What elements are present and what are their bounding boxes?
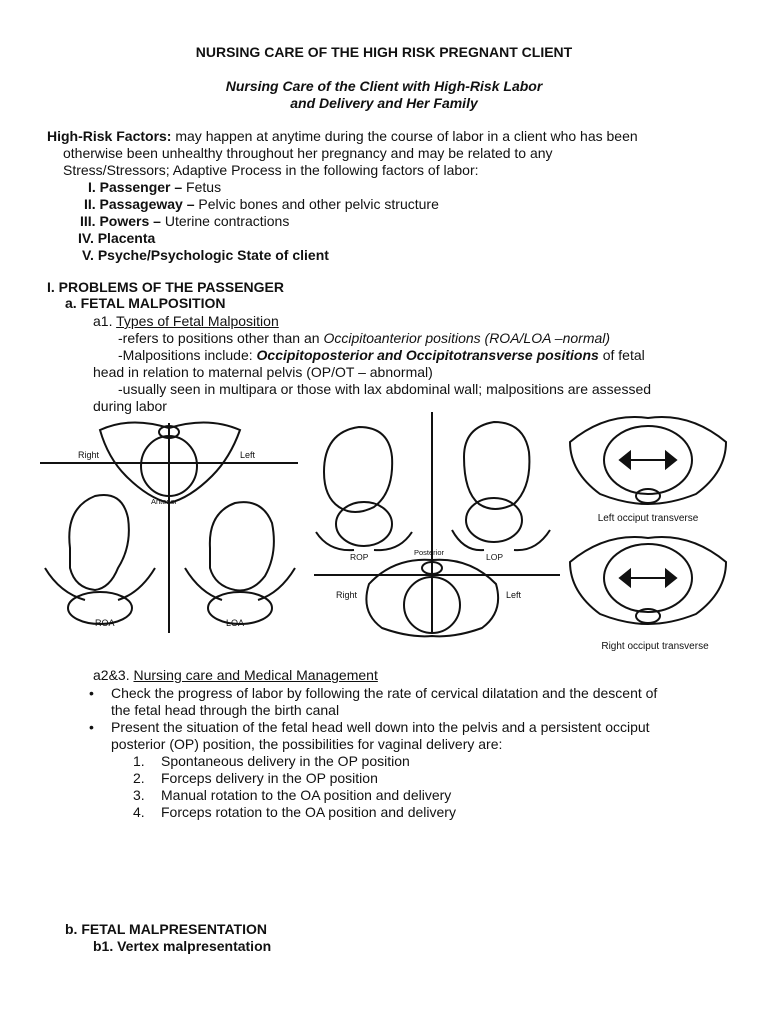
subtitle-line-1: Nursing Care of the Client with High-Risk Labor (225, 78, 543, 94)
factor-label: III. Powers – (80, 213, 161, 229)
factor-label: IV. Placenta (78, 230, 156, 246)
rot-pelvis-outline (570, 537, 726, 624)
document-title: NURSING CARE OF THE HIGH RISK PREGNANT CLIENT (195, 44, 573, 60)
malposition-line-4: -usually seen in multipara or those with lax abdominal wall; malpositions are assessed (118, 381, 652, 397)
rop-fetus-body (324, 427, 392, 512)
a23-title: Nursing care and Medical Management (133, 667, 378, 683)
fig2-left-label: Left (506, 590, 522, 600)
malposition-line-2 (118, 347, 645, 364)
risk-paragraph-line-3: Stress/Stressors; Adaptive Process in the following factors of labor: (63, 162, 479, 178)
option-3 (133, 787, 452, 804)
text-run: -Malpositions include: (118, 347, 257, 363)
option-text: Spontaneous delivery in the OP position (161, 753, 410, 769)
figure-rop-lop (314, 412, 560, 638)
fig2-posterior-label: Posterior (414, 548, 445, 557)
section-1a-heading: a. FETAL MALPOSITION (65, 295, 226, 311)
factor-powers (80, 213, 289, 230)
risk-text-1: may happen at anytime during the course of labor in a client who has been (171, 128, 638, 144)
text-run: of fetal (598, 347, 645, 363)
option-2 (133, 770, 378, 787)
subtitle-line-2: and Delivery and Her Family (290, 95, 478, 111)
loa-pelvis-lines (185, 568, 295, 600)
bullet-1-line-1: • Check the progress of labor by following the rate of cervical dilatation and the descent of (111, 685, 657, 702)
text-run-italic: Occipitoanterior positions (ROA/LOA –normal) (323, 330, 611, 346)
factor-desc: Uterine contractions (160, 213, 290, 229)
a1-heading (93, 313, 279, 330)
option-4 (133, 804, 456, 821)
factor-desc: Fetus (182, 179, 222, 195)
rop-fetal-head (336, 502, 392, 546)
loa-fetus-body (210, 502, 274, 590)
a1-title: Types of Fetal Malposition (116, 313, 279, 329)
section-1-heading: I. PROBLEMS OF THE PASSENGER (47, 279, 284, 295)
factor-placenta (78, 230, 155, 247)
a23-number: a2&3. (93, 667, 134, 683)
rop-pelvis-lines (316, 532, 412, 550)
fig1-right-label: Right (78, 450, 100, 460)
roa-fetus-body (69, 495, 129, 590)
factor-label: V. Psyche/Psychologic State of client (82, 247, 329, 263)
factor-label: I. Passenger – (88, 179, 183, 195)
malposition-line-3: head in relation to maternal pelvis (OP/OT – abnormal) (93, 364, 433, 380)
section-b-heading: b. FETAL MALPRESENTATION (65, 921, 267, 937)
bullet-1-line-2: the fetal head through the birth canal (111, 702, 340, 718)
a1-number: a1. (93, 313, 117, 329)
risk-paragraph-line-1 (47, 128, 638, 145)
fig3-top-caption: Left occiput transverse (597, 513, 699, 524)
fig1-roa-label: ROA (95, 618, 115, 628)
text-run-bold-italic: Occipitoposterior and Occipitotransverse positions (256, 347, 599, 363)
malposition-line-5: during labor (93, 398, 167, 414)
factor-desc: Pelvic bones and other pelvic structure (194, 196, 439, 212)
fig1-left-label: Left (240, 450, 256, 460)
lop-fetus-body (464, 422, 529, 509)
factor-passageway (84, 196, 439, 213)
option-number: 1. (133, 753, 145, 769)
risk-paragraph-line-2: otherwise been unhealthy throughout her pregnancy and may be related to any (63, 145, 553, 161)
fig2-right-label: Right (336, 590, 358, 600)
fig1-anterior-label: Anterior (151, 497, 178, 506)
option-number: 4. (133, 804, 145, 820)
option-text: Forceps rotation to the OA position and delivery (161, 804, 456, 820)
factor-label: II. Passageway – (84, 196, 195, 212)
option-1 (133, 753, 410, 770)
figure-occiput-transverse (566, 412, 730, 656)
bullet-2-line-2: posterior (OP) position, the possibilities for vaginal delivery are: (111, 736, 503, 752)
option-number: 2. (133, 770, 145, 786)
lop-fetal-head (466, 498, 522, 542)
fig2-lop-label: LOP (486, 552, 504, 562)
option-text: Manual rotation to the OA position and delivery (161, 787, 452, 803)
lop-pelvis-lines (452, 530, 550, 550)
a23-heading (93, 667, 378, 684)
text-run: -refers to positions other than an (118, 330, 324, 346)
option-text: Forceps delivery in the OP position (161, 770, 378, 786)
malposition-line-1 (118, 330, 610, 347)
roa-pelvis-lines (45, 568, 155, 600)
fig1-loa-label: LOA (226, 618, 245, 628)
fig2-rop-label: ROP (350, 552, 369, 562)
figure-roa-loa (40, 418, 298, 636)
factor-psyche (82, 247, 329, 264)
bullet-2-line-1: • Present the situation of the fetal head well down into the pelvis and a persistent occiput (111, 719, 650, 736)
fig3-bottom-caption: Right occiput transverse (601, 641, 709, 652)
lot-sacrum (636, 489, 660, 503)
factor-passenger (88, 179, 221, 196)
section-b1-heading: b1. Vertex malpresentation (93, 938, 272, 954)
option-number: 3. (133, 787, 145, 803)
risk-label: High-Risk Factors: (47, 128, 172, 144)
